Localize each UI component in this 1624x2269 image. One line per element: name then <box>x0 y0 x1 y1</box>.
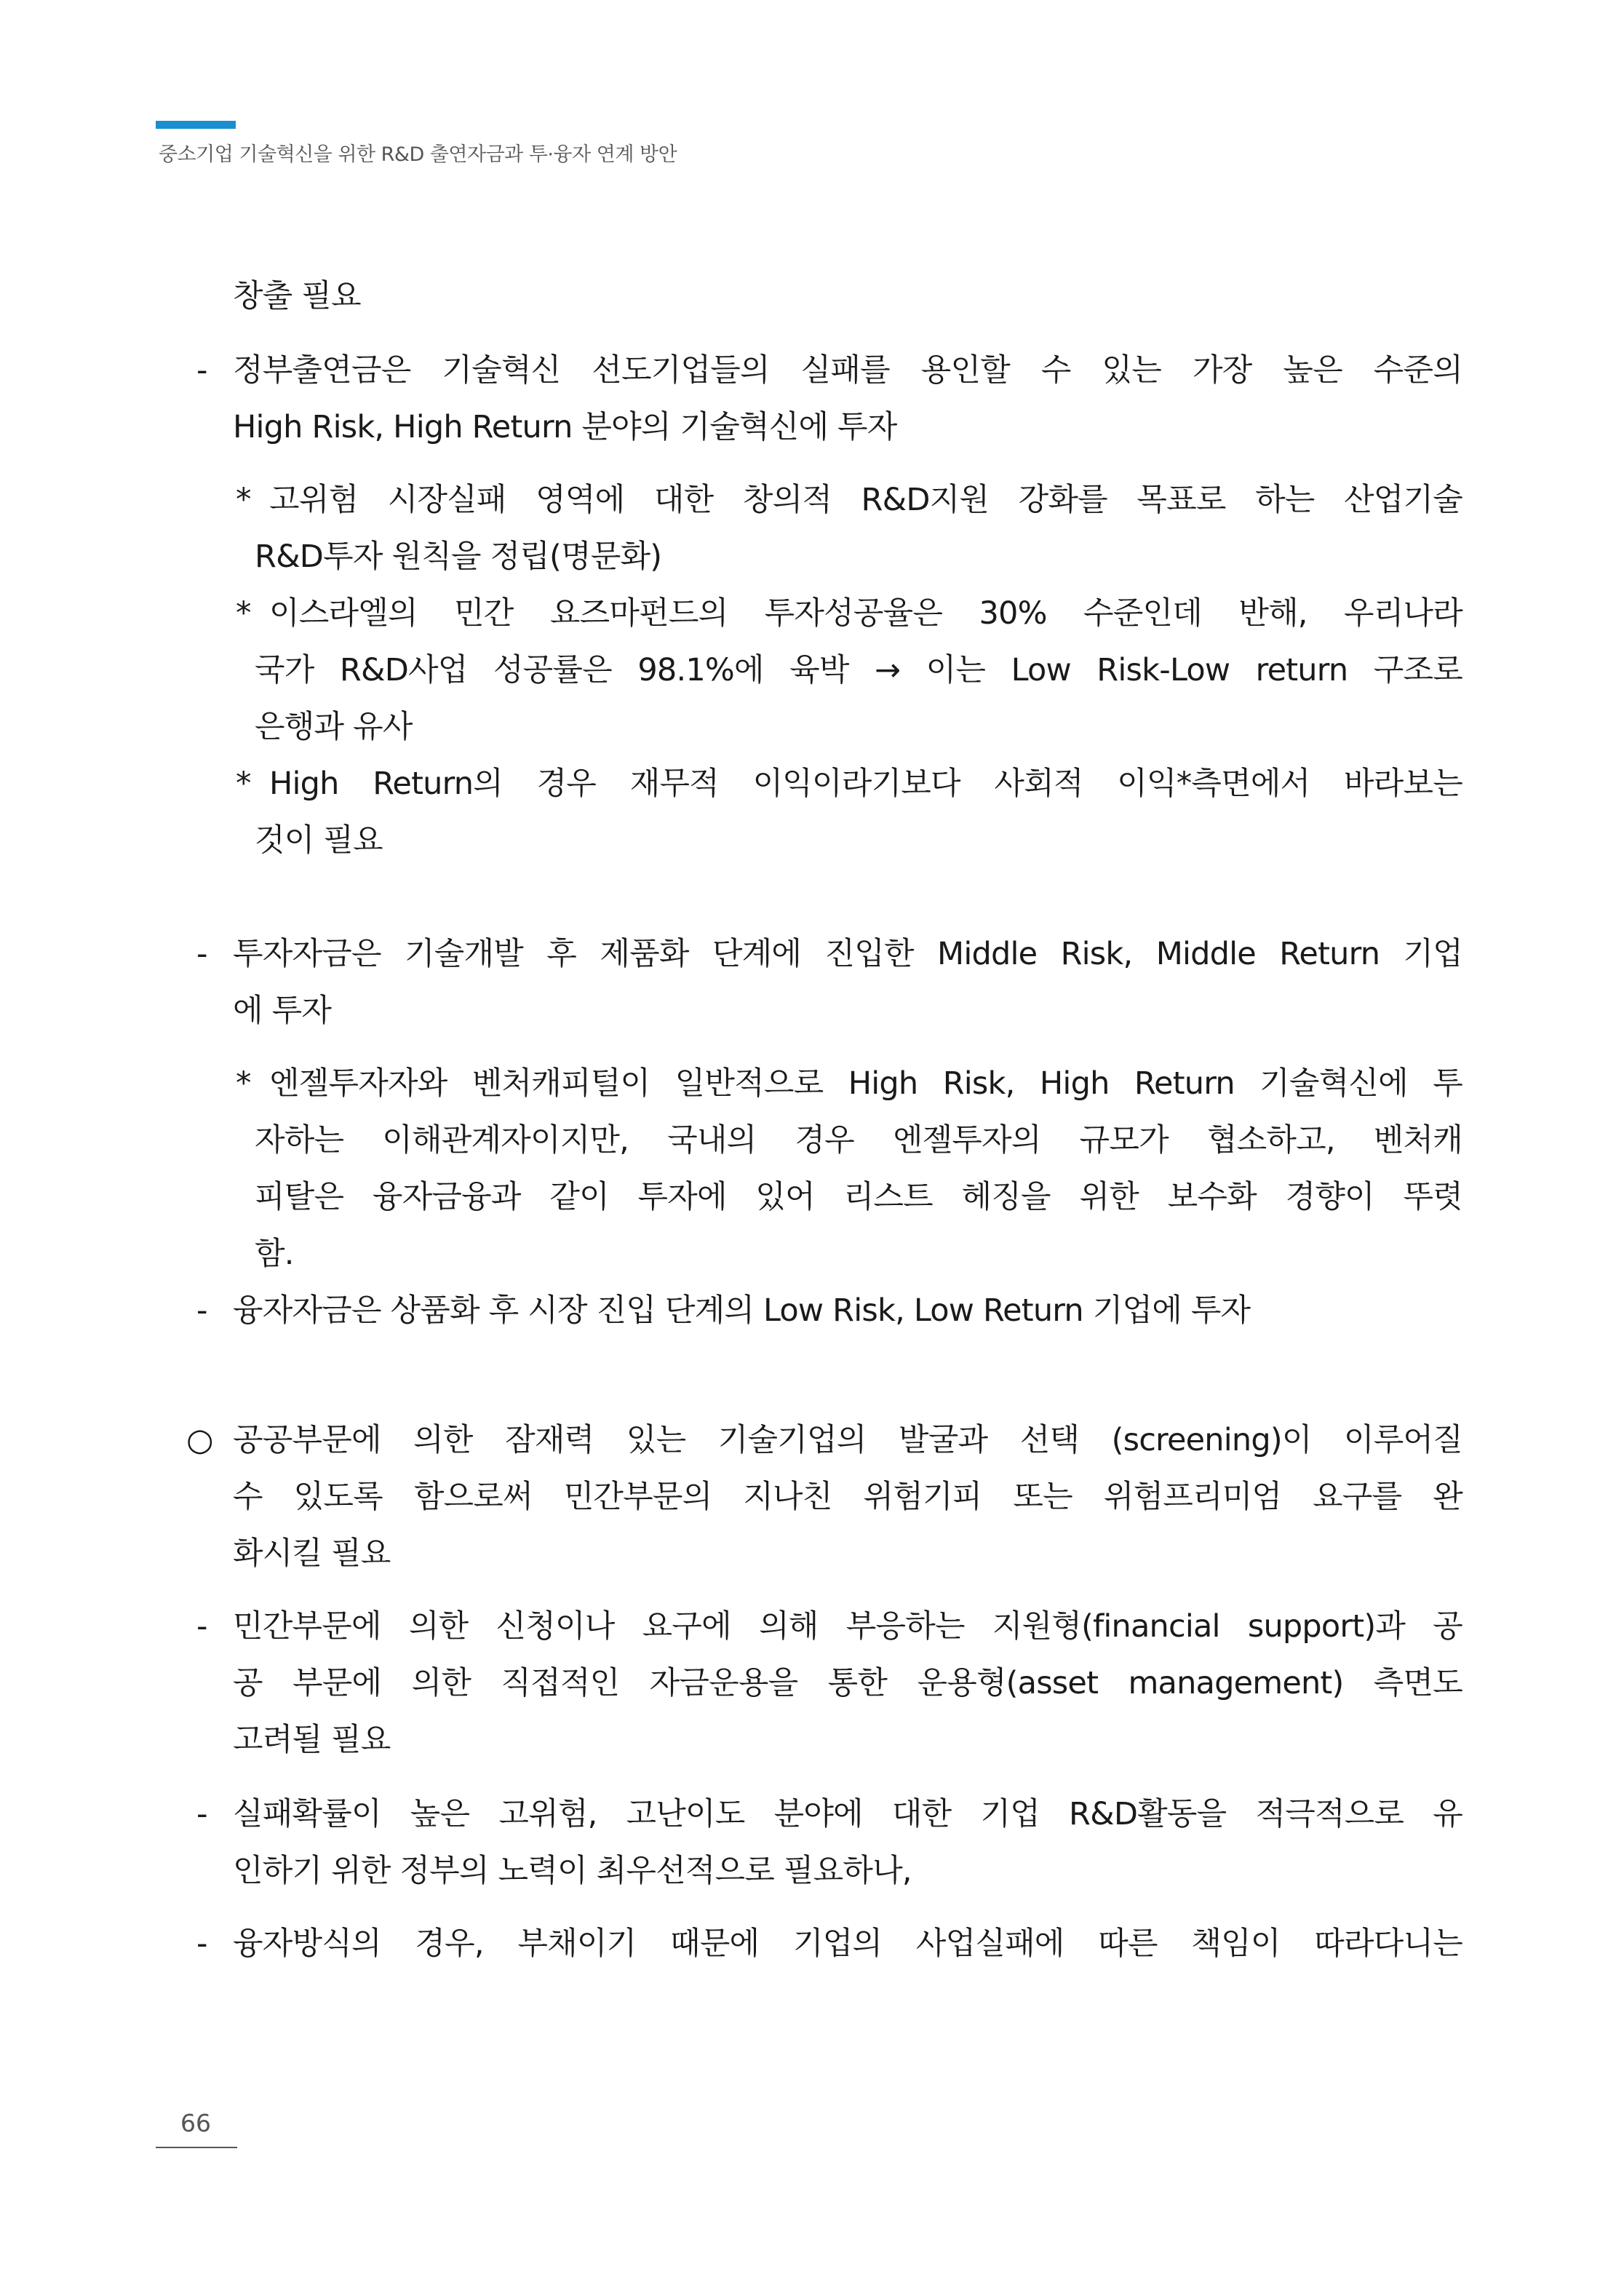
text-line: High Risk, High Return 분야의 기술혁신에 투자 <box>233 409 897 445</box>
dash-marker: - <box>196 352 208 389</box>
text-line: High Return의 경우 재무적 이익이라기보다 사회적 이익*측면에서 바라보는 <box>269 766 1462 802</box>
paragraph-note-3 <box>255 755 1462 869</box>
text-line: 공공부문에 의한 잠재력 있는 기술기업의 발굴과 선택 (screening)이 이루어질 <box>233 1422 1462 1458</box>
text-line: 은행과 유사 <box>255 709 413 745</box>
text-line: 에 투자 <box>233 993 332 1029</box>
text-line: 함. <box>255 1236 294 1272</box>
text-line: 공 부문에 의한 직접적인 자금운용을 통한 운용형(asset management) 측면도 <box>233 1665 1462 1701</box>
text-line: 실패확률이 높은 고위험, 고난이도 분야에 대한 기업 R&D활동을 적극적으로 유 <box>233 1796 1462 1832</box>
asterisk-marker: * <box>236 766 252 802</box>
dash-marker: - <box>196 1926 208 1962</box>
text-line: 창출 필요 <box>233 278 361 314</box>
asterisk-marker: * <box>236 1065 252 1102</box>
asterisk-marker: * <box>236 482 252 518</box>
running-header: 중소기업 기술혁신을 위한 R&D 출연자금과 투·융자 연계 방안 <box>159 143 677 166</box>
paragraph-circle-1 <box>233 1412 1462 1582</box>
footer-rule <box>156 2147 237 2148</box>
text-line: 투자자금은 기술개발 후 제품화 단계에 진입한 Middle Risk, Middle Return 기업 <box>233 936 1462 972</box>
dash-marker: - <box>196 1292 208 1329</box>
dash-marker: - <box>196 936 208 972</box>
paragraph-dash-3 <box>233 1282 1462 1339</box>
paragraph-dash-2 <box>233 926 1462 1039</box>
text-line: 이스라엘의 민간 요즈마펀드의 투자성공율은 30% 수준인데 반해, 우리나라 <box>269 595 1462 632</box>
text-line: 국가 R&D사업 성공률은 98.1%에 육박 → 이는 Low Risk-Low return 구조로 <box>255 652 1462 688</box>
dash-marker: - <box>196 1608 208 1645</box>
text-line: 것이 필요 <box>255 822 383 859</box>
text-line: 융자방식의 경우, 부채이기 때문에 기업의 사업실패에 따른 책임이 따라다니는 <box>233 1926 1462 1962</box>
paragraph-dash-5 <box>233 1786 1462 1899</box>
text-line: 엔젤투자자와 벤처캐피털이 일반적으로 High Risk, High Return 기술혁신에 투 <box>269 1065 1462 1102</box>
circle-marker: ○ <box>186 1422 214 1458</box>
paragraph-dash-1 <box>233 342 1462 456</box>
paragraph-note-4 <box>255 1055 1462 1282</box>
paragraph-note-2 <box>255 585 1462 755</box>
text-line: 고위험 시장실패 영역에 대한 창의적 R&D지원 강화를 목표로 하는 산업기술 <box>269 482 1462 518</box>
text-line: 피탈은 융자금융과 같이 투자에 있어 리스트 헤징을 위한 보수화 경향이 뚜렷 <box>255 1179 1462 1215</box>
text-line: 융자자금은 상품화 후 시장 진입 단계의 Low Risk, Low Return 기업에 투자 <box>233 1292 1251 1329</box>
paragraph-dash-4 <box>233 1598 1462 1768</box>
paragraph-note-1 <box>255 472 1462 585</box>
page-number: 66 <box>180 2109 211 2137</box>
text-line: 화시킬 필요 <box>233 1535 391 1572</box>
paragraph-dash-6 <box>233 1915 1462 1972</box>
text-line: 수 있도록 함으로써 민간부문의 지나친 위험기피 또는 위험프리미엄 요구를 완 <box>233 1479 1462 1515</box>
header-accent-bar <box>156 121 236 129</box>
text-line: 민간부문에 의한 신청이나 요구에 의해 부응하는 지원형(financial support)과 공 <box>233 1608 1462 1645</box>
text-line: R&D투자 원칙을 정립(명문화) <box>255 539 662 575</box>
paragraph-continuation <box>233 268 1462 325</box>
dash-marker: - <box>196 1796 208 1832</box>
text-line: 자하는 이해관계자이지만, 국내의 경우 엔젤투자의 규모가 협소하고, 벤처캐 <box>255 1122 1462 1159</box>
text-line: 정부출연금은 기술혁신 선도기업들의 실패를 용인할 수 있는 가장 높은 수준의 <box>233 352 1462 389</box>
asterisk-marker: * <box>236 595 252 632</box>
text-line: 고려될 필요 <box>233 1722 391 1758</box>
text-line: 인하기 위한 정부의 노력이 최우선적으로 필요하나, <box>233 1853 912 1889</box>
